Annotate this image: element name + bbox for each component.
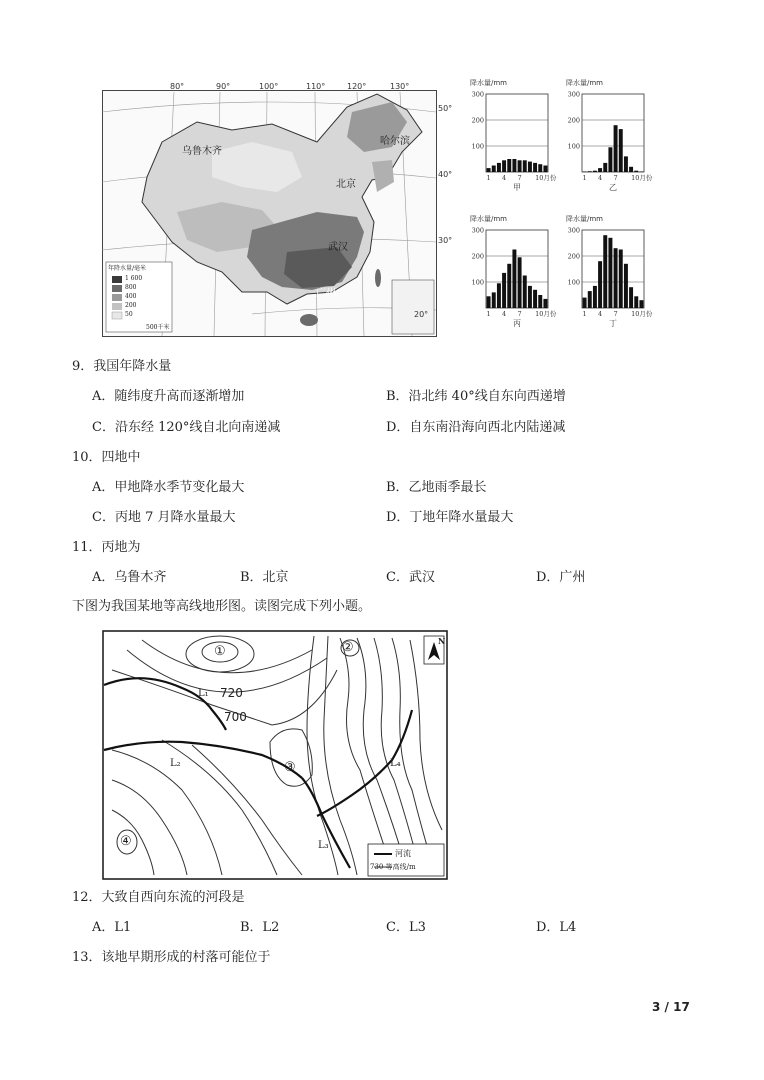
city-beijing: 北京 [336,179,356,190]
bar-丙-2 [492,292,496,308]
city-wuhan: 武汉 [328,242,348,253]
q9-option-b[interactable]: B．沿北纬 40°线自东向西递增 [386,389,566,404]
bar-甲-10 [533,163,537,172]
contour-map-svg [102,630,448,880]
chart-xtick-3-3: 10月份 [631,310,653,318]
chart-xtick-0-1: 4 [502,174,507,182]
chart-xtick-3-0: 1 [582,310,587,318]
chart-xtick-1-0: 1 [582,174,587,182]
bar-丁-5 [603,235,607,308]
q11-stem: 11．丙地为 [72,540,141,555]
q12-stem: 12．大致自西向东流的河段是 [72,890,245,905]
river-label-l3: L₃ [318,840,329,851]
q11-option-a[interactable]: A．乌鲁木齐 [92,570,167,585]
bar-甲-8 [523,160,527,172]
map-legend-v2: 800 [125,284,137,291]
city-urumqi: 乌鲁木齐 [182,146,222,157]
legend-contour: 730 等高线/m [370,863,416,871]
bar-甲-4 [502,160,506,172]
q11-option-b[interactable]: B．北京 [240,570,289,585]
river-label-l2: L₂ [170,758,181,769]
chart-frame-0 [486,94,548,172]
chart-xtick-3-1: 4 [598,310,603,318]
chart-ytick-3-300: 300 [567,226,580,235]
chart-title-2: 丙 [513,319,521,328]
bar-甲-12 [543,166,547,173]
bar-甲-9 [528,162,532,172]
contour-label-720: 720 [220,686,243,700]
chart-xtick-1-2: 7 [613,174,618,182]
bar-丙-4 [502,273,506,308]
contour-map [102,630,448,880]
bar-甲-3 [497,163,501,172]
bar-乙-7 [614,125,618,172]
q12-option-d[interactable]: D．L4 [536,920,577,935]
bar-乙-8 [619,129,623,172]
bar-乙-9 [624,156,628,172]
precipitation-map [102,82,464,338]
bar-丁-3 [593,286,597,308]
bar-丁-12 [639,300,643,308]
bar-charts-svg [468,78,664,340]
chart-ytick-2-200: 200 [471,252,484,261]
map-scale: 500千米 [146,324,170,331]
q10-option-c[interactable]: C．丙地 7 月降水量最大 [92,510,236,525]
chart-ytick-0-100: 100 [471,142,484,151]
chart-ytick-2-300: 300 [471,226,484,235]
map-legend-v1: 1 600 [125,275,143,282]
place-1: ① [214,644,226,659]
chart-xtick-2-3: 10月份 [535,310,557,318]
chart-xtick-0-3: 10月份 [535,174,557,182]
bar-丙-11 [538,295,542,308]
bar-乙-3 [593,171,597,172]
chart-ytick-2-100: 100 [471,278,484,287]
bar-丁-1 [583,298,587,308]
q10-option-a[interactable]: A．甲地降水季节变化最大 [92,480,245,495]
q13-stem: 13．该地早期形成的村落可能位于 [72,950,271,965]
q10-stem: 10．四地中 [72,450,141,465]
bar-甲-11 [538,164,542,172]
bar-乙-12 [639,171,643,172]
bar-乙-5 [603,163,607,172]
bar-乙-6 [608,147,612,172]
place-3: ③ [284,760,296,775]
chart-xtick-2-2: 7 [517,310,522,318]
lat-label-20: 20° [414,310,429,319]
bar-丙-5 [507,264,511,308]
q9-stem: 9．我国年降水量 [72,359,172,374]
chart-ylabel-2: 降水量/mm [470,215,507,223]
place-2: ② [342,640,354,655]
q11-option-c[interactable]: C．武汉 [386,570,435,585]
contour-label-700: 700 [224,710,247,724]
bar-丙-1 [487,296,491,308]
bar-丙-7 [518,257,522,308]
bar-乙-4 [598,168,602,172]
lon-label-110: 110° [306,82,326,91]
chart-ytick-3-200: 200 [567,252,580,261]
q9-option-c[interactable]: C．沿东经 120°线自北向南递减 [92,420,281,435]
chart-ytick-1-200: 200 [567,116,580,125]
bar-甲-2 [492,166,496,173]
lon-label-130: 130° [390,82,410,91]
river-label-l1: L₁ [198,688,209,699]
chart-ytick-0-200: 200 [471,116,484,125]
chart-xtick-2-0: 1 [486,310,491,318]
map-legend-v3: 400 [125,293,137,300]
precipitation-bar-charts [468,78,664,340]
bar-乙-10 [629,167,633,172]
chart-title-3: 丁 [609,319,617,328]
lon-label-100: 100° [259,82,279,91]
chart-xtick-0-0: 1 [486,174,491,182]
map-legend-title: 年降水量/毫米 [108,265,147,272]
page-number: 3 / 17 [652,1000,690,1014]
bar-甲-7 [518,160,522,172]
chart-frame-1 [582,94,644,172]
bar-丁-7 [614,248,618,308]
chart-ylabel-1: 降水量/mm [566,79,603,87]
lat-label-50: 50° [438,104,453,113]
chart-ytick-1-300: 300 [567,90,580,99]
bar-丁-6 [608,238,612,308]
chart-ytick-0-300: 300 [471,90,484,99]
chart-xtick-2-1: 4 [502,310,507,318]
chart-title-1: 乙 [609,183,617,192]
map-legend-v4: 200 [125,302,137,309]
legend-river: 河流 [395,849,411,858]
intro-text: 下图为我国某地等高线地形图。读图完成下列小题。 [72,599,372,614]
chart-title-0: 甲 [513,183,521,192]
bar-乙-11 [634,171,638,172]
chart-xtick-1-1: 4 [598,174,603,182]
bar-甲-1 [487,168,491,172]
bar-丁-8 [619,250,623,309]
chart-ylabel-0: 降水量/mm [470,79,507,87]
bar-丙-12 [543,299,547,308]
lat-label-30: 30° [438,236,453,245]
q12-option-c[interactable]: C．L3 [386,920,426,935]
bar-丙-3 [497,283,501,308]
bar-丁-11 [634,296,638,308]
map-legend-v5: 50 [125,311,133,318]
lat-label-40: 40° [438,170,453,179]
place-4: ④ [120,834,132,849]
q9-option-a[interactable]: A．随纬度升高而逐渐增加 [92,389,245,404]
chart-xtick-1-3: 10月份 [631,174,653,182]
bar-丙-6 [512,250,516,309]
chart-xtick-0-2: 7 [517,174,522,182]
chart-ytick-3-100: 100 [567,278,580,287]
q12-option-a[interactable]: A．L1 [92,920,132,935]
lon-label-80: 80° [170,82,185,91]
q10-option-b[interactable]: B．乙地雨季最长 [386,480,487,495]
bar-丙-8 [523,276,527,309]
north-label: N [438,636,446,646]
city-guangzhou: 广州 [316,288,336,299]
lon-label-120: 120° [347,82,367,91]
bar-丁-9 [624,264,628,308]
precipitation-map-svg [102,82,464,338]
q12-option-b[interactable]: B．L2 [240,920,280,935]
q10-option-d[interactable]: D．丁地年降水量最大 [386,510,514,525]
q9-option-d[interactable]: D．自东南沿海向西北内陆递减 [386,420,566,435]
bar-丙-9 [528,286,532,308]
bar-丁-10 [629,287,633,308]
river-label-l4: L₄ [390,758,401,769]
chart-ylabel-3: 降水量/mm [566,215,603,223]
bar-甲-5 [507,159,511,172]
chart-ytick-1-100: 100 [567,142,580,151]
chart-xtick-3-2: 7 [613,310,618,318]
bar-丁-2 [588,291,592,308]
bar-乙-2 [588,171,592,172]
q11-option-d[interactable]: D．广州 [536,570,586,585]
bar-乙-1 [583,171,587,172]
bar-丙-10 [533,290,537,308]
lon-label-90: 90° [216,82,231,91]
bar-丁-4 [598,261,602,308]
city-harbin: 哈尔滨 [380,136,410,147]
bar-甲-6 [512,159,516,172]
